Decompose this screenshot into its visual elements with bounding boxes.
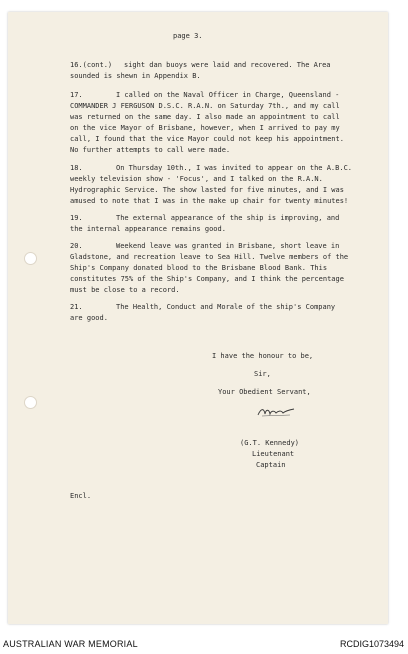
punch-hole — [24, 396, 37, 409]
paragraph-line: weekly television show - 'Focus', and I talked on the R.A.N. — [70, 175, 323, 183]
paragraph-line: No further attempts to call were made. — [70, 146, 231, 154]
paragraph-number: 19. — [70, 214, 83, 222]
footer-record-id: RCDIG1073494 — [339, 639, 404, 649]
paragraph-line: sight dan buoys were laid and recovered. The Area — [124, 61, 331, 69]
signature — [256, 405, 296, 419]
paragraph-number: 16.(cont.) — [70, 61, 113, 69]
paragraph-line: Ship's Company donated blood to the Brisbane Blood Bank. This — [70, 264, 328, 272]
closing-salutation: Sir, — [254, 370, 271, 378]
page-number: page 3. — [173, 32, 203, 40]
paragraph-line: sounded is shewn in Appendix B. — [70, 72, 201, 80]
paragraph-line: call, I found that the vice Mayor could not keep his appointment. — [70, 135, 344, 143]
enclosure-note: Encl. — [70, 492, 92, 500]
signatory-rank: Lieutenant — [252, 450, 295, 458]
paragraph-line: the internal appearance remains good. — [70, 225, 226, 233]
closing-honour: I have the honour to be, — [212, 352, 314, 360]
paragraph-line: on the vice Mayor of Brisbane, however, when I arrived to pay my — [70, 124, 340, 132]
punch-hole — [24, 252, 37, 265]
paragraph-line: Weekend leave was granted in Brisbane, short leave in — [116, 242, 340, 250]
paragraph-line: must be close to a record. — [70, 286, 180, 294]
paragraph-number: 18. — [70, 164, 83, 172]
document-page — [8, 12, 388, 624]
paragraph-number: 17. — [70, 91, 83, 99]
paragraph-line: COMMANDER J FERGUSON D.S.C. R.A.N. on Saturday 7th., and my call — [70, 102, 340, 110]
paragraph-line: The external appearance of the ship is improving, and — [116, 214, 340, 222]
paragraph-line: On Thursday 10th., I was invited to appear on the A.B.C. — [116, 164, 353, 172]
paragraph-line: amused to note that I was in the make up chair for twenty minutes! — [70, 197, 349, 205]
paragraph-number: 21. — [70, 303, 83, 311]
paragraph-line: The Health, Conduct and Morale of the ship's Company — [116, 303, 336, 311]
footer-institution: AUSTRALIAN WAR MEMORIAL — [3, 639, 138, 649]
paragraph-line: I called on the Naval Officer in Charge, Queensland - — [116, 91, 340, 99]
closing-servant: Your Obedient Servant, — [218, 388, 311, 396]
archive-footer — [0, 637, 408, 654]
signatory-role: Captain — [256, 461, 286, 469]
paragraph-line: was returned on the same day. I also made an appointment to call — [70, 113, 340, 121]
signatory-name: (G.T. Kennedy) — [240, 439, 300, 447]
paragraph-number: 20. — [70, 242, 83, 250]
paragraph-line: Gladstone, and recreation leave to Sea Hill. Twelve members of the — [70, 253, 349, 261]
paragraph-line: constitutes 75% of the Ship's Company, and I think the percentage — [70, 275, 344, 283]
paragraph-line: are good. — [70, 314, 108, 322]
paragraph-line: Hydrographic Service. The show lasted for five minutes, and I was — [70, 186, 344, 194]
